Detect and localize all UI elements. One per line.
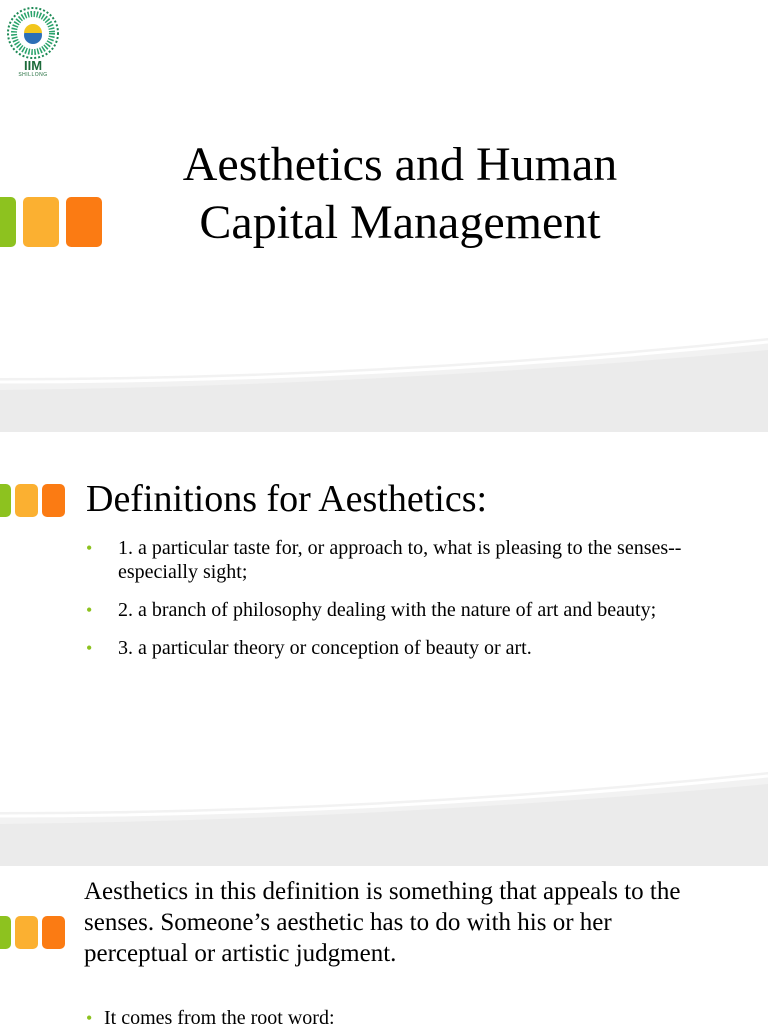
logo-subtext: SHILLONG bbox=[18, 72, 48, 78]
decorative-squares bbox=[0, 484, 69, 517]
list-item-text: 3. a particular theory or conception of beauty or art. bbox=[118, 637, 532, 659]
decorative-squares bbox=[0, 916, 69, 949]
green-square bbox=[0, 484, 11, 517]
list-item bbox=[86, 598, 686, 622]
list-item bbox=[86, 1006, 335, 1024]
list-item bbox=[86, 636, 686, 660]
iim-shillong-logo bbox=[6, 6, 60, 78]
orange-square bbox=[42, 484, 65, 517]
decorative-squares bbox=[0, 197, 109, 247]
list-item-text: It comes from the root word: bbox=[104, 1007, 335, 1024]
slide-heading: Definitions for Aesthetics: bbox=[86, 478, 488, 520]
footer-wave bbox=[0, 338, 768, 432]
bullet-icon: • bbox=[86, 538, 93, 558]
list-item-text: 1. a particular taste for, or approach to, what is pleasing to the senses--especially sight; bbox=[118, 537, 682, 583]
list-item bbox=[86, 536, 686, 584]
yellow-square bbox=[23, 197, 59, 247]
definition-list bbox=[86, 536, 686, 674]
bullet-icon: • bbox=[86, 1008, 93, 1024]
title-slide bbox=[0, 0, 768, 432]
green-square bbox=[0, 916, 11, 949]
aesthetics-slide bbox=[0, 866, 768, 1024]
bullet-icon: • bbox=[86, 638, 93, 658]
sunburst-logo-icon bbox=[6, 6, 60, 60]
green-square bbox=[0, 197, 16, 247]
orange-square bbox=[42, 916, 65, 949]
body-paragraph: Aesthetics in this definition is something that appeals to the senses. Someone’s aesthetic has to do with his or her perceptual or artistic judgment. bbox=[84, 878, 681, 967]
yellow-square bbox=[15, 916, 38, 949]
title-line-1: Aesthetics and Human bbox=[182, 138, 618, 191]
yellow-square bbox=[15, 484, 38, 517]
slide-title bbox=[140, 136, 660, 252]
list-item-text: 2. a branch of philosophy dealing with the nature of art and beauty; bbox=[118, 599, 657, 621]
logo-text: IIM bbox=[23, 58, 43, 73]
orange-square bbox=[66, 197, 102, 247]
footer-wave bbox=[0, 772, 768, 866]
definitions-slide bbox=[0, 432, 768, 866]
title-line-2: Capital Management bbox=[199, 196, 601, 249]
bullet-icon: • bbox=[86, 600, 93, 620]
